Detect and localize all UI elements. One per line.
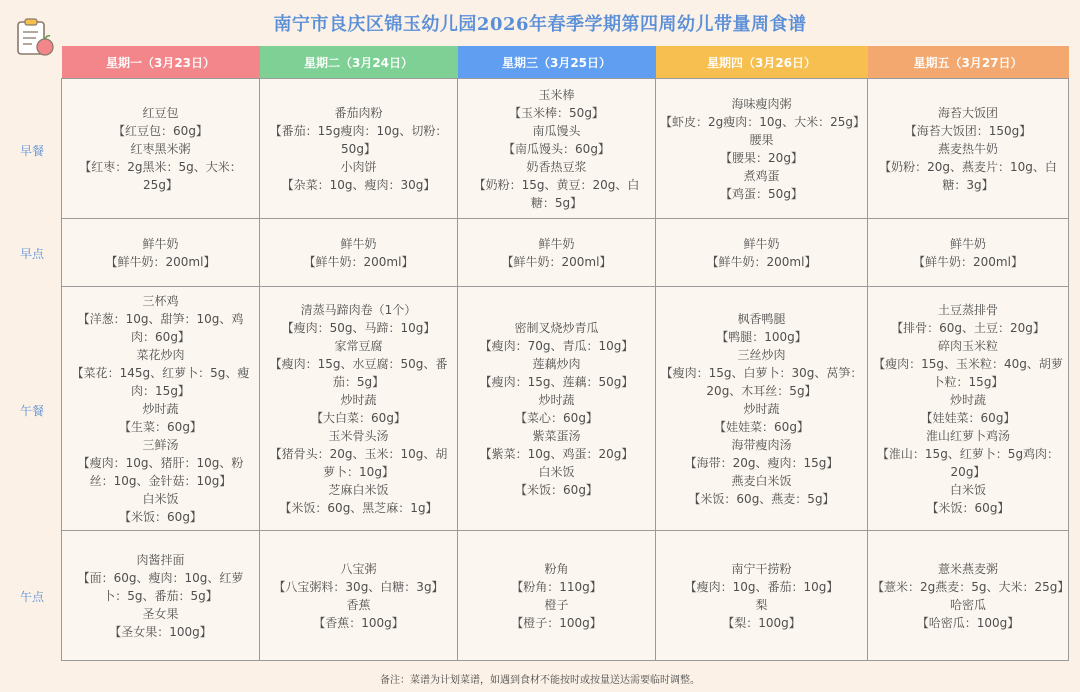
dish-name: 炒时蔬 [340,392,377,407]
dish-ingredients: 【橙子：100g】 [511,615,602,630]
dish-name: 土豆蒸排骨 [937,302,998,317]
dish-ingredients: 【米饭：60g、燕麦：5g】 [688,491,835,506]
dish-name: 梨 [755,597,768,612]
menu-cell-afternoon-snack-tue [260,531,458,661]
dish-name: 奶香热豆浆 [526,159,587,174]
day-header-thu: 星期四（3月26日） [656,46,868,79]
dish-name: 白米饭 [949,482,986,497]
dish-name: 南瓜馒头 [532,123,581,138]
dish-name: 海苔大饭团 [937,105,998,120]
dish-name: 海味瘦肉粥 [731,96,792,111]
dish-ingredients: 【瘦肉：50g、马蹄：10g】 [281,320,436,335]
day-header-wed: 星期三（3月25日） [458,46,656,79]
menu-cell-morning-snack-fri [868,219,1069,287]
day-header-mon: 星期一（3月23日） [62,46,260,79]
dish-ingredients: 【玉米棒：50g】 [509,105,604,120]
weekly-menu-table [61,46,1069,661]
dish-ingredients: 【米饭：60g】 [119,509,202,524]
meal-label-afternoon-snack: 午点 [19,590,44,604]
dish-ingredients: 【鸡蛋：50g】 [720,186,803,201]
dish-ingredients: 【紫菜：10g、鸡蛋：20g】 [479,446,634,461]
dish-name: 橙子 [544,597,569,612]
menu-cell-lunch-tue [260,287,458,531]
menu-cell-lunch-wed [458,287,656,531]
dish-name: 家常豆腐 [334,338,383,353]
dish-ingredients: 【海苔大饭团：150g】 [904,123,1032,138]
dish-name: 鲜牛奶 [743,236,780,251]
dish-name: 南宁干捞粉 [731,561,792,576]
dish-ingredients: 【淮山：15g、红萝卜：5g鸡肉：20g】 [876,446,1060,479]
dish-name: 海带瘦肉汤 [731,437,792,452]
dish-ingredients: 【大白菜：60g】 [311,410,406,425]
menu-cell-breakfast-tue [260,79,458,219]
dish-name: 枫香鸭腿 [737,311,786,326]
menu-cell-morning-snack-tue [260,219,458,287]
dish-ingredients: 【哈密瓜：100g】 [916,615,1020,630]
dish-name: 密制叉烧炒青瓜 [514,320,599,335]
dish-ingredients: 【鲜牛奶：200ml】 [105,254,216,269]
dish-ingredients: 【薏米：2g燕麦：5g、大米：25g】 [872,579,1070,594]
dish-ingredients: 【虾皮：2g瘦肉：10g、大米：25g】 [660,114,866,129]
dish-name: 炒时蔬 [538,392,575,407]
dish-ingredients: 【瘦肉：15g、莲藕：50g】 [479,374,634,389]
dish-ingredients: 【鲜牛奶：200ml】 [303,254,414,269]
dish-name: 芝麻白米饭 [328,482,389,497]
menu-cell-lunch-fri [868,287,1069,531]
dish-ingredients: 【番茄：15g瘦肉：10g、切粉：50g】 [269,123,448,156]
menu-cell-morning-snack-wed [458,219,656,287]
dish-name: 八宝粥 [340,561,377,576]
page-title: 南宁市良庆区锦玉幼儿园2026年春季学期第四周幼儿带量周食谱 [273,14,807,35]
dish-name: 炒时蔬 [142,401,179,416]
dish-name: 肉酱拌面 [136,552,185,567]
dish-ingredients: 【娃娃菜：60g】 [714,419,809,434]
meal-row-lunch [62,287,1069,531]
dish-ingredients: 【鲜牛奶：200ml】 [913,254,1023,269]
dish-ingredients: 【香蕉：100g】 [313,615,404,630]
dish-ingredients: 【菜花：145g、红萝卜：5g、瘦肉：15g】 [71,365,250,398]
day-header-fri: 星期五（3月27日） [868,46,1069,79]
dish-name: 白米饭 [538,464,575,479]
menu-cell-breakfast-mon [62,79,260,219]
dish-name: 燕麦热牛奶 [937,141,998,156]
menu-cell-morning-snack-mon [62,219,260,287]
day-header-tue: 星期二（3月24日） [260,46,458,79]
dish-ingredients: 【面：60g、瘦肉：10g、红萝卜：5g、番茄：5g】 [77,570,244,603]
menu-cell-breakfast-thu [656,79,868,219]
meal-label-morning-snack: 早点 [19,247,44,261]
dish-ingredients: 【海带：20g、瘦肉：15g】 [684,455,839,470]
dish-name: 小肉饼 [340,159,377,174]
dish-name: 红枣黑米粥 [130,141,191,156]
clipboard-apple-icon [12,14,58,60]
dish-ingredients: 【猪骨头：20g、玉米：10g、胡萝卜：10g】 [269,446,448,479]
dish-name: 三丝炒肉 [737,347,786,362]
dish-ingredients: 【瘦肉：10g、猪肝：10g、粉丝：10g、金针菇：10g】 [77,455,244,488]
dish-ingredients: 【菜心：60g】 [515,410,598,425]
dish-name: 香蕉 [346,597,371,612]
dish-name: 鲜牛奶 [142,236,179,251]
dish-ingredients: 【排骨：60g、土豆：20g】 [891,320,1045,335]
dish-ingredients: 【鲜牛奶：200ml】 [501,254,612,269]
dish-ingredients: 【瘦肉：15g、玉米粒：40g、胡萝卜粒：15g】 [873,356,1063,389]
meal-row-breakfast [62,79,1069,219]
menu-cell-breakfast-wed [458,79,656,219]
dish-name: 薏米燕麦粥 [937,561,998,576]
dish-ingredients: 【梨：100g】 [722,615,801,630]
dish-name: 莲藕炒肉 [532,356,581,371]
dish-name: 清蒸马蹄肉卷（1个） [300,302,417,317]
dish-ingredients: 【娃娃菜：60g】 [920,410,1016,425]
dish-name: 鲜牛奶 [538,236,575,251]
menu-cell-breakfast-fri [868,79,1069,219]
dish-name: 炒时蔬 [743,401,780,416]
dish-name: 白米饭 [142,491,179,506]
dish-ingredients: 【红枣：2g黑米：5g、大米：25g】 [79,159,242,192]
dish-ingredients: 【瘦肉：10g、番茄：10g】 [684,579,839,594]
day-header-row [62,46,1069,79]
dish-ingredients: 【鸭腿：100g】 [716,329,807,344]
dish-name: 燕麦白米饭 [731,473,792,488]
dish-name: 鲜牛奶 [340,236,377,251]
dish-name: 圣女果 [142,606,179,621]
dish-ingredients: 【圣女果：100g】 [109,624,212,639]
dish-name: 三鲜汤 [142,437,179,452]
dish-ingredients: 【洋葱：10g、甜笋：10g、鸡肉：60g】 [77,311,244,344]
dish-name: 粉角 [544,561,569,576]
dish-name: 鲜牛奶 [949,236,986,251]
dish-ingredients: 【米饭：60g、黑芝麻：1g】 [279,500,438,515]
dish-name: 哈密瓜 [949,597,986,612]
dish-name: 炒时蔬 [949,392,986,407]
dish-name: 红豆包 [142,105,179,120]
menu-cell-afternoon-snack-mon [62,531,260,661]
menu-cell-afternoon-snack-fri [868,531,1069,661]
dish-name: 三杯鸡 [142,293,179,308]
menu-cell-afternoon-snack-thu [656,531,868,661]
dish-ingredients: 【奶粉：20g、燕麦片：10g、白糖：3g】 [879,159,1057,192]
dish-ingredients: 【八宝粥料：30g、白糖：3g】 [273,579,444,594]
dish-ingredients: 【瘦肉：70g、青瓜：10g】 [479,338,634,353]
meal-label-lunch: 午餐 [19,404,44,418]
dish-ingredients: 【红豆包：60g】 [113,123,208,138]
dish-ingredients: 【生菜：60g】 [119,419,202,434]
dish-ingredients: 【奶粉：15g、黄豆：20g、白糖：5g】 [473,177,640,210]
dish-name: 玉米棒 [538,87,575,102]
dish-name: 腰果 [749,132,774,147]
dish-ingredients: 【腰果：20g】 [720,150,803,165]
dish-name: 淮山红萝卜鸡汤 [925,428,1010,443]
dish-ingredients: 【鲜牛奶：200ml】 [706,254,817,269]
dish-name: 煮鸡蛋 [743,168,780,183]
dish-ingredients: 【杂菜：10g、瘦肉：30g】 [281,177,436,192]
dish-ingredients: 【南瓜馒头：60g】 [503,141,610,156]
menu-cell-lunch-thu [656,287,868,531]
footnote: 备注：菜谱为计划菜谱，如遇到食材不能按时或按量送达需要临时调整。 [380,675,700,686]
meal-label-breakfast: 早餐 [19,144,44,158]
dish-name: 紫菜蛋汤 [532,428,581,443]
dish-ingredients: 【米饭：60g】 [515,482,598,497]
dish-ingredients: 【粉角：110g】 [511,579,602,594]
dish-ingredients: 【瘦肉：15g、水豆腐：50g、番茄：5g】 [269,356,448,389]
meal-row-morning-snack [62,219,1069,287]
dish-ingredients: 【米饭：60g】 [926,500,1010,515]
menu-cell-afternoon-snack-wed [458,531,656,661]
dish-name: 番茄肉粉 [334,105,383,120]
meal-row-afternoon-snack [62,531,1069,661]
menu-cell-lunch-mon [62,287,260,531]
menu-cell-morning-snack-thu [656,219,868,287]
dish-name: 玉米骨头汤 [328,428,389,443]
dish-ingredients: 【瘦肉：15g、白萝卜：30g、莴笋：20g、木耳丝：5g】 [660,365,863,398]
dish-name: 碎肉玉米粒 [937,338,998,353]
dish-name: 菜花炒肉 [136,347,185,362]
